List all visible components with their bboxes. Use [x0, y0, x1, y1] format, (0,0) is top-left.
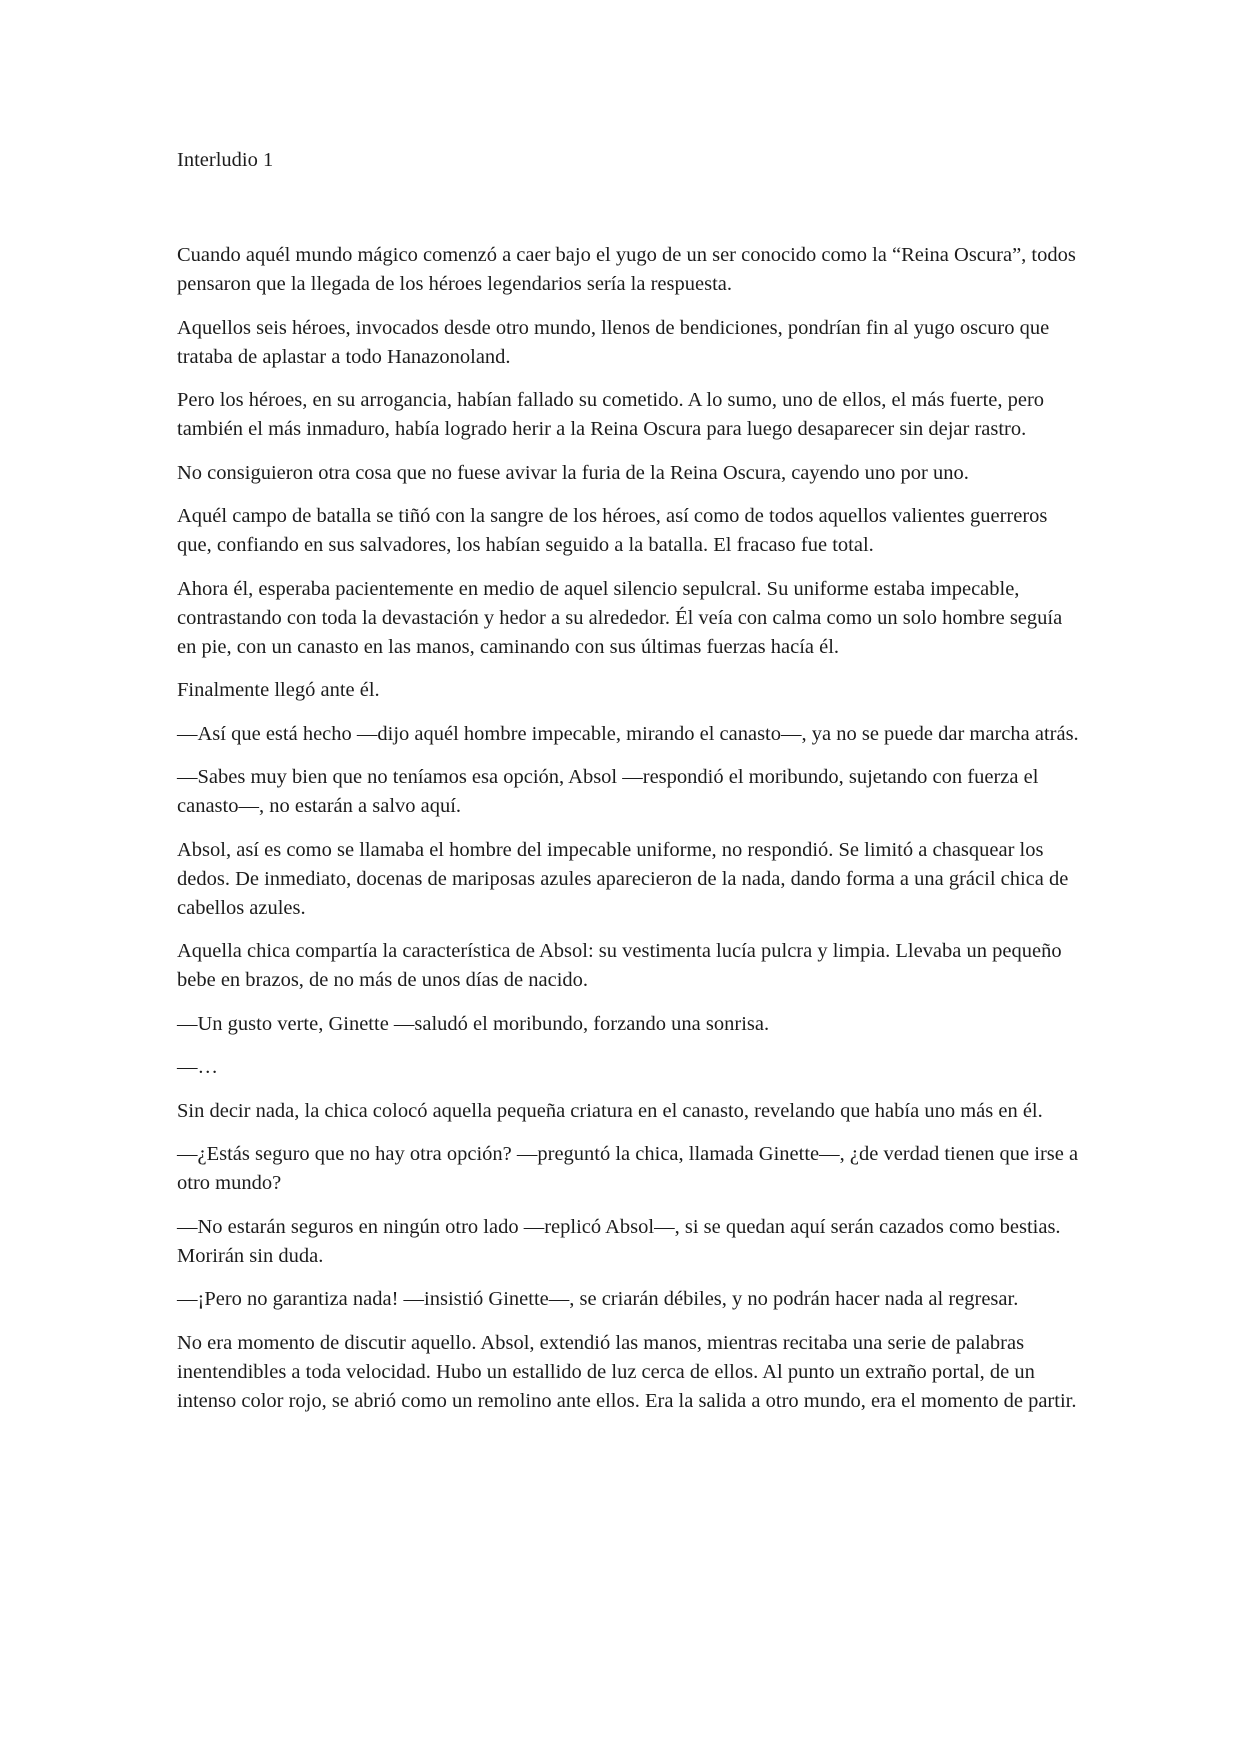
paragraph: Sin decir nada, la chica colocó aquella pequeña criatura en el canasto, revelando que había uno más en él.	[177, 1099, 1043, 1122]
paragraph: Ahora él, esperaba pacientemente en medio de aquel silencio sepulcral. Su uniforme estaba impecable, contrastando con toda la devastación y hedor a su alrededor. Él veía con calma como un solo hombre seguía en pie, con un canasto en las manos, caminando con sus últimas fuerzas hacía él.	[177, 577, 1063, 658]
document-body	[177, 146, 1082, 1430]
dialogue-paragraph: —No estarán seguros en ningún otro lado —replicó Absol—, si se quedan aquí serán cazados como bestias. Morirán sin duda.	[177, 1215, 1061, 1267]
chapter-title: Interludio 1	[177, 149, 274, 171]
paragraph: Aquél campo de batalla se tiñó con la sangre de los héroes, así como de todos aquellos valientes guerreros que, confiando en sus salvadores, los habían seguido a la batalla. El fracaso fue total.	[177, 505, 1048, 556]
dialogue-paragraph: —Así que está hecho —dijo aquél hombre impecable, mirando el canasto—, ya no se puede dar marcha atrás.	[177, 722, 1079, 745]
paragraph: No consiguieron otra cosa que no fuese avivar la furia de la Reina Oscura, cayendo uno por uno.	[177, 461, 969, 484]
dialogue-paragraph: —…	[177, 1056, 218, 1078]
dialogue-paragraph: —Sabes muy bien que no teníamos esa opción, Absol —respondió el moribundo, sujetando con fuerza el canasto—, no estarán a salvo aquí.	[177, 766, 1039, 817]
paragraph: Aquella chica compartía la característica de Absol: su vestimenta lucía pulcra y limpia. Llevaba un pequeño bebe en brazos, de no más de unos días de nacido.	[177, 940, 1062, 991]
paragraph: No era momento de discutir aquello. Absol, extendió las manos, mientras recitaba una serie de palabras inentendibles a toda velocidad. Hubo un estallido de luz cerca de ellos. Al punto un extraño portal, de un intenso color rojo, se abrió como un remolino ante ellos. Era la salida a otro mundo, era el momento de partir.	[177, 1331, 1077, 1412]
dialogue-paragraph: —Un gusto verte, Ginette —saludó el moribundo, forzando una sonrisa.	[177, 1012, 770, 1035]
paragraph: Absol, así es como se llamaba el hombre del impecable uniforme, no respondió. Se limitó a chasquear los dedos. De inmediato, docenas de mariposas azules aparecieron de la nada, dando forma a una grácil chica de cabellos azules.	[177, 838, 1069, 919]
paragraph: Aquellos seis héroes, invocados desde otro mundo, llenos de bendiciones, pondrían fin al yugo oscuro que trataba de aplastar a todo Hanazonoland.	[177, 316, 1050, 368]
paragraph: Cuando aquél mundo mágico comenzó a caer bajo el yugo de un ser conocido como la “Reina Oscura”, todos pensaron que la llegada de los héroes legendarios sería la respuesta.	[177, 244, 1076, 295]
dialogue-paragraph: —¡Pero no garantiza nada! —insistió Ginette—, se criarán débiles, y no podrán hacer nada al regresar.	[177, 1288, 1019, 1310]
paragraph: Pero los héroes, en su arrogancia, habían fallado su cometido. A lo sumo, uno de ellos, el más fuerte, pero también el más inmaduro, había logrado herir a la Reina Oscura para luego desaparecer sin dejar rastro.	[177, 389, 1045, 440]
paragraph: Finalmente llegó ante él.	[177, 679, 380, 701]
dialogue-paragraph: —¿Estás seguro que no hay otra opción? —preguntó la chica, llamada Ginette—, ¿de verdad tienen que irse a otro mundo?	[177, 1143, 1079, 1194]
